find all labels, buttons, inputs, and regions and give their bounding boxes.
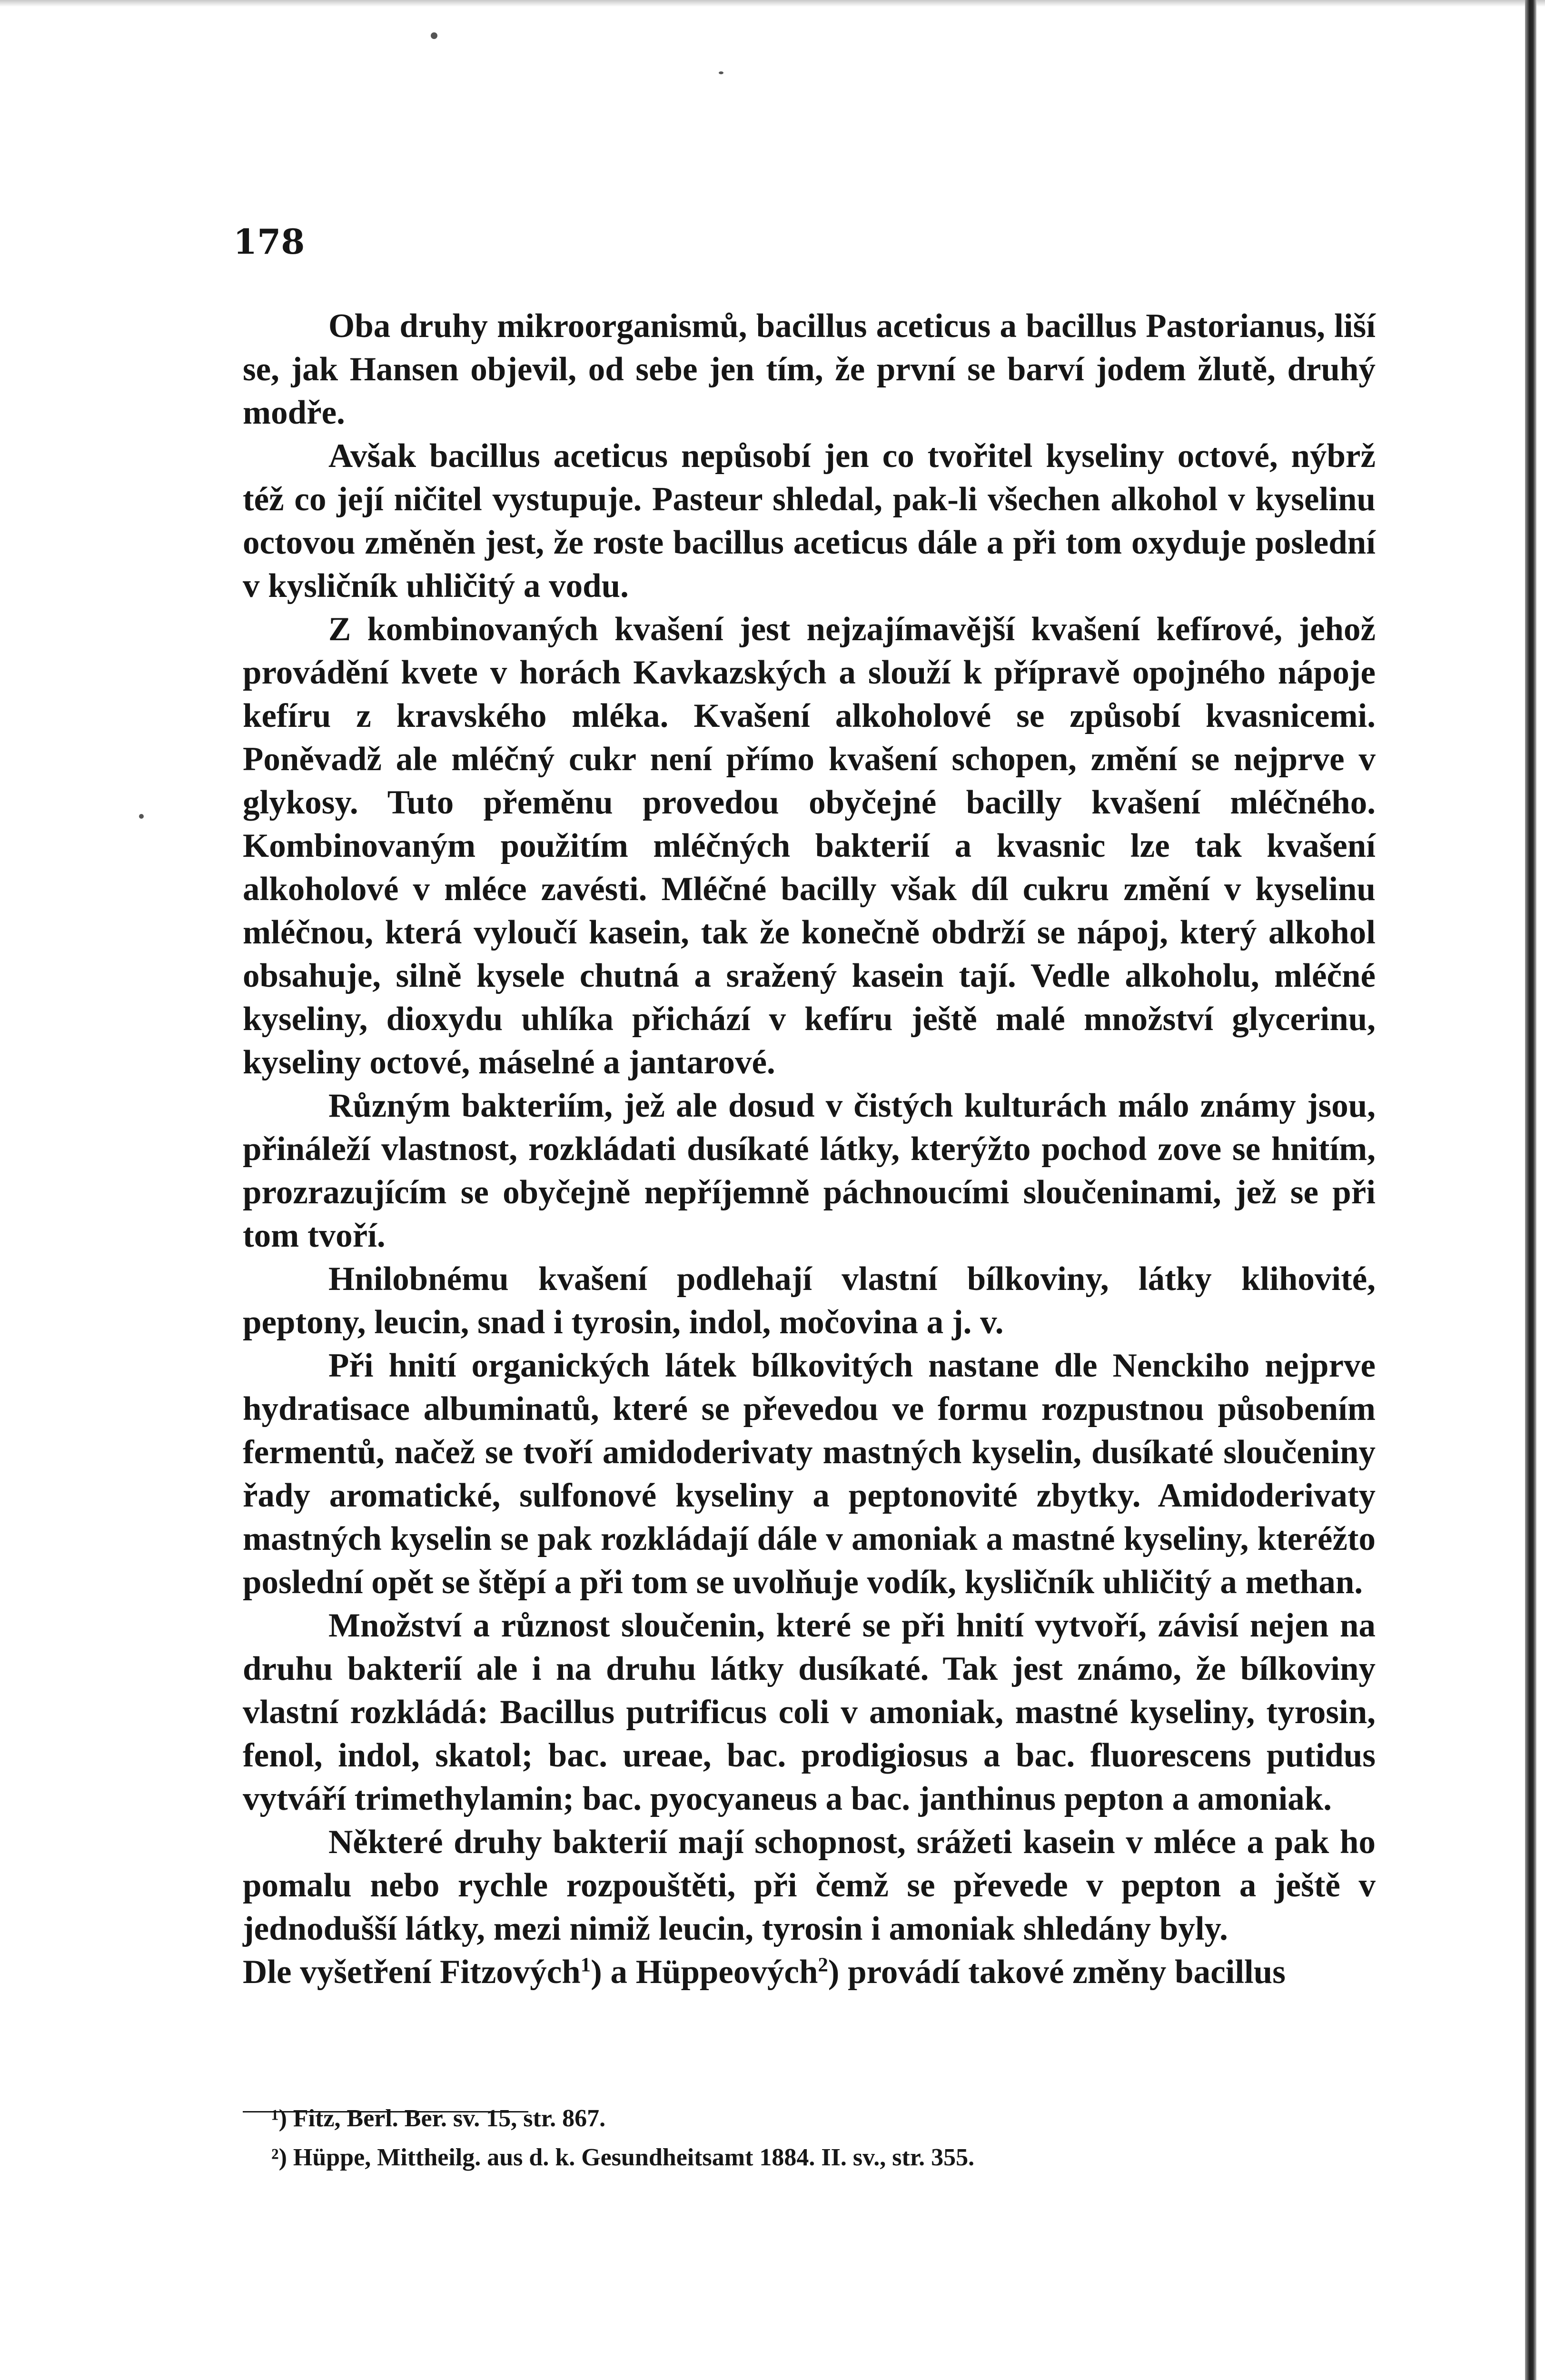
paragraph: Hnilobnému kvašení podlehají vlastní bílkoviny, látky klihovité, peptony, leucin, snad i tyrosin, indol, močovina a j. v.: [243, 1260, 1376, 1341]
footnotes: [271, 2099, 1366, 2177]
footnote-ref: 2: [818, 1954, 828, 1976]
paragraph: Při hnití organických látek bílkovitých nastane dle Nenckiho nejprve hydratisace albuminatů, které se převedou ve formu rozpustnou působením fermentů, načež se tvoří amidoderivaty mastných kyselin, dusíkaté sloučeniny řady aromatické, sulfonové kyseliny a peptonovité zbytky. Amidoderivaty mastných kyselin se pak rozkládají dále v amoniak a mastné kyseliny, kteréžto poslední opět se štěpí a při tom se uvolňuje vodík, kysličník uhličitý a methan.: [243, 1347, 1376, 1601]
scan-right-edge: [1525, 0, 1536, 2380]
paragraph: Avšak bacillus aceticus nepůsobí jen co tvořitel kyseliny octové, nýbrž též co její ničitel vystupuje. Pasteur shledal, pak-li všechen alkohol v kyselinu octovou změněn jest, že roste bacillus aceticus dále a při tom oxyduje poslední v kysličník uhličitý a vodu.: [243, 437, 1376, 605]
paragraph: Různým bakteriím, jež ale dosud v čistých kulturách málo známy jsou, přináleží vlastnost, rozkládati dusíkaté látky, kterýžto pochod zove se hnitím, prozrazujícím se obyčejně nepříjemně páchnoucími sloučeninami, jež se při tom tvoří.: [243, 1087, 1376, 1254]
paragraph: Některé druhy bakterií mají schopnost, srážeti kasein v mléce a pak ho pomalu nebo rychle rozpouštěti, při čemž se převede v pepton a ještě v jednodušší látky, mezi nimiž leucin, tyrosin i amoniak shledány byly.: [243, 1824, 1376, 1947]
footnote-text: Fitz, Berl. Ber. sv. 15, str. 867.: [293, 2105, 606, 2132]
paragraph: Množství a různost sloučenin, které se při hnití vytvoří, závisí nejen na druhu bakterií ale i na druhu látky dusíkaté. Tak jest známo, že bílkoviny vlastní rozkládá: Bacillus putrificus coli v amoniak, mastné kyseliny, tyrosin, fenol, indol, skatol; bac. ureae, bac. prodigiosus a bac. fluorescens putidus vytváří trimethylamin; bac. pyocyaneus a bac. janthinus pepton a amoniak.: [243, 1607, 1376, 1817]
paragraph: Z kombinovaných kvašení jest nejzajímavější kvašení kefírové, jehož provádění kvete v horách Kavkazských a slouží k přípravě opojného nápoje kefíru z kravského mléka. Kvašení alkoholové se způsobí kvasnicemi. Poněvadž ale mléčný cukr není přímo kvašení schopen, změní se nejprve v glykosy. Tuto přeměnu provedou obyčejné bacilly kvašení mléčného. Kombinovaným použitím mléčných bakterií a kvasnic lze tak kvašení alkoholové v mléce zavésti. Mléčné bacilly však díl cukru změní v kyselinu mléčnou, která vyloučí kasein, tak že konečně obdrží se nápoj, který alkohol obsahuje, silně kysele chutná a sražený kasein tají. Vedle alkoholu, mléčné kyseliny, dioxydu uhlíka přichází v kefíru ještě malé množství glycerinu, kyseliny octové, máselné a jantarové.: [243, 611, 1376, 1081]
paragraph: Oba druhy mikroorganismů, bacillus aceticus a bacillus Pastorianus, liší se, jak Hansen objevil, od sebe jen tím, že první se barví jodem žlutě, druhý modře.: [243, 307, 1376, 431]
footnote-text: Hüppe, Mittheilg. aus d. k. Gesundheitsamt 1884. II. sv., str. 355.: [293, 2144, 975, 2171]
scan-top-edge: [0, 0, 1545, 7]
footnote-ref: 1: [580, 1954, 591, 1976]
footnote: [271, 2138, 1366, 2177]
text-run: Dle vyšetření Fitzových: [243, 1954, 581, 1991]
text-run: ) provádí takové změny bacillus: [828, 1954, 1286, 1991]
book-page: [233, 190, 1376, 2380]
scan-speck: [431, 32, 437, 39]
text-run: ) a Hüppeových: [591, 1954, 818, 1991]
scan-speck: [139, 814, 144, 819]
footnote-mark: ¹): [271, 2105, 287, 2132]
body-text: [243, 305, 1376, 1994]
paragraph-last-line: [243, 1951, 1376, 1994]
footnote: [271, 2099, 1366, 2138]
scan-speck: [719, 71, 723, 74]
page-number: 178: [233, 221, 305, 262]
footnote-mark: ²): [271, 2144, 287, 2171]
